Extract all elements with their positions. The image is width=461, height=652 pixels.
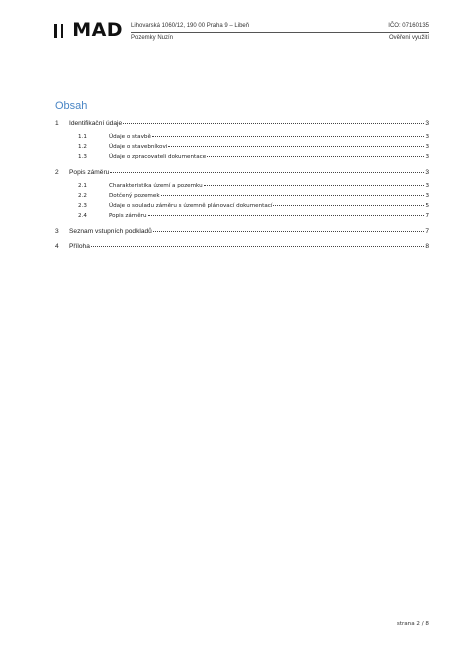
toc-entry[interactable] (78, 203, 429, 209)
toc-entry[interactable] (55, 243, 429, 250)
toc-entry-label: Seznam vstupních podkladů (69, 228, 152, 235)
toc-leader (204, 185, 425, 186)
page-number: strana 2 / 8 (396, 621, 429, 627)
toc-entry-page: 3 (425, 120, 429, 127)
toc-entry-number: 1.1 (78, 134, 87, 140)
toc-leader (91, 246, 424, 247)
toc-entry-number: 1.3 (78, 154, 87, 160)
logo-bars-icon (54, 24, 63, 38)
header-row-bottom (131, 35, 429, 45)
toc-entry-page: 3 (425, 169, 429, 176)
toc-entry-label: Údaje o stavbě (109, 134, 151, 140)
toc-entry-page: 3 (425, 134, 429, 140)
toc-entry-label: Údaje o zpracovateli dokumentace (109, 154, 207, 160)
toc-leader (273, 205, 424, 206)
company-ico: IČO: 07160135 (388, 23, 429, 29)
toc-leader (148, 215, 425, 216)
document-type: Ověření využití (388, 35, 429, 41)
toc-leader (207, 156, 424, 157)
toc-entry-page: 7 (425, 213, 429, 219)
toc-entry-label: Charakteristika území a pozemku (109, 183, 203, 189)
toc-entry-page: 3 (425, 193, 429, 199)
toc-entry-number: 2.3 (78, 203, 87, 209)
toc-entry[interactable] (78, 183, 429, 189)
toc-entry-number: 2.2 (78, 193, 87, 199)
toc-leader (110, 172, 424, 173)
logo-text: MAD (72, 19, 124, 41)
toc-entry-label: Příloha (69, 243, 90, 250)
toc-entry[interactable] (78, 144, 429, 150)
company-address: Lihovarská 1060/12, 190 00 Praha 9 – Libeň (131, 23, 250, 29)
company-logo (54, 21, 123, 40)
toc-entry-page: 5 (425, 203, 429, 209)
toc-entry-number: 1 (55, 120, 59, 127)
toc-entry-number: 2 (55, 169, 59, 176)
toc-entry-label: Identifikační údaje (69, 120, 123, 127)
project-name: Pozemky Nuzín (131, 35, 174, 41)
toc-title: Obsah (55, 100, 88, 112)
toc-leader (168, 146, 424, 147)
toc-entry[interactable] (78, 193, 429, 199)
toc-entry-page: 3 (425, 144, 429, 150)
toc-entry-number: 3 (55, 228, 59, 235)
toc-leader (161, 195, 425, 196)
toc-leader (153, 231, 424, 232)
toc-entry-number: 1.2 (78, 144, 87, 150)
toc-entry[interactable] (55, 169, 429, 176)
toc-entry-page: 8 (425, 243, 429, 250)
toc-entry[interactable] (78, 213, 429, 219)
toc-entry-label: Údaje o stavebníkovi (109, 144, 168, 150)
toc-entry[interactable] (55, 120, 429, 127)
toc-entry-page: 3 (425, 154, 429, 160)
toc-entry-label: Popis záměru (109, 213, 147, 219)
toc-leader (152, 136, 425, 137)
toc-entry-number: 2.4 (78, 213, 87, 219)
toc-entry-page: 7 (425, 228, 429, 235)
toc-entry-label: Dotčený pozemek (109, 193, 160, 199)
toc-entry-label: Údaje o souladu záměru s územně plánovací dokumentací (109, 203, 273, 209)
toc-entry-number: 4 (55, 243, 59, 250)
toc-entry-label: Popis záměru (69, 169, 110, 176)
toc-entry-number: 2.1 (78, 183, 87, 189)
toc-entry[interactable] (78, 154, 429, 160)
toc-leader (123, 123, 424, 124)
toc-entry[interactable] (55, 228, 429, 235)
toc-entry[interactable] (78, 134, 429, 140)
toc-entry-page: 3 (425, 183, 429, 189)
header-divider (131, 32, 429, 33)
